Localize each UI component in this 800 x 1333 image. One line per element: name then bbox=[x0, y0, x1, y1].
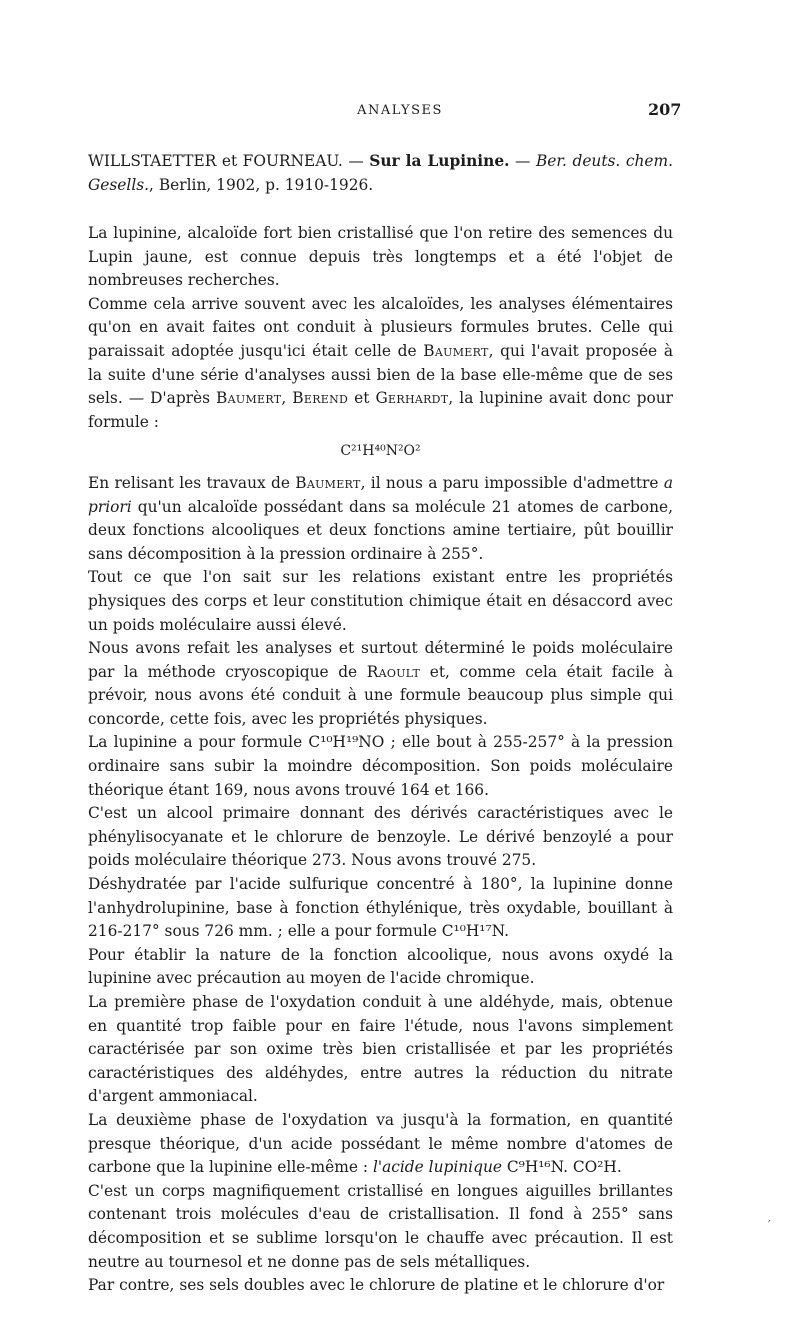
paragraph: Pour établir la nature de la fonction alcoolique, nous avons oxydé la lupinine avec précaution au moyen de l'acide chromique. bbox=[88, 945, 673, 988]
running-header: ANALYSES bbox=[357, 103, 443, 118]
paragraph bbox=[88, 293, 673, 435]
author-name: Baumert bbox=[216, 389, 282, 408]
text-span: qu'un alcaloïde possédant dans sa molécule 21 atomes de carbone, deux fonctions alcooliques et deux fonctions amine tertiaire, pût bouillir sans décomposition à la pression ordinaire à 255°. bbox=[88, 497, 673, 563]
citation-dash: — bbox=[342, 152, 370, 170]
citation-journal: Ber. deuts. chem. Gesells. bbox=[88, 152, 673, 194]
latin-phrase: a priori bbox=[88, 473, 673, 516]
text-span: En relisant les travaux de bbox=[88, 473, 296, 492]
text-span: C⁹H¹⁶N. CO²H. bbox=[501, 1158, 622, 1177]
text-span: Comme cela arrive souvent avec les alcaloïdes, les analyses élémentaires qu'on en avait faites ont conduit à plusieurs formules brutes. Celle qui paraissait adoptée jusqu'ici était celle de bbox=[88, 294, 673, 360]
text-span: , la lupinine avait donc pour formule : bbox=[88, 389, 673, 431]
author-name: Gerhardt bbox=[375, 389, 449, 408]
text-span: , bbox=[281, 389, 293, 408]
paragraph: La lupinine, alcaloïde fort bien cristallisé que l'on retire des semences du Lupin jaune, est connue depuis très longtemps et a été l'objet de nombreuses recherches. bbox=[88, 224, 673, 290]
paragraph bbox=[88, 637, 673, 731]
text-span: et, comme cela était facile à prévoir, nous avons été conduit à une formule beaucoup plus simple qui concorde, cette fois, avec les propriétés physiques. bbox=[88, 662, 673, 728]
compound-name: l'acide lupinique bbox=[372, 1158, 502, 1177]
paragraph: Déshydratée par l'acide sulfurique concentré à 180°, la lupinine donne l'anhydrolupinine, base à fonction éthylénique, très oxydable, bouillant à 216-217° sous 726 mm. ; elle a pour formule C¹⁰H¹⁷N. bbox=[88, 875, 673, 941]
text-span: La deuxième phase de l'oxydation va jusqu'à la formation, en quantité presque théorique, d'un acide possédant le même nombre d'atomes de carbone que la lupinine elle-même : bbox=[88, 1110, 673, 1177]
citation bbox=[88, 150, 673, 197]
citation-details: , Berlin, 1902, p. 1910-1926. bbox=[149, 175, 374, 194]
paragraph: C'est un alcool primaire donnant des dérivés caractéristiques avec le phénylisocyanate et le chlorure de benzoyle. Le dérivé benzoylé a pour poids moléculaire théorique 273. Nous avons trouvé 275. bbox=[88, 804, 673, 870]
paragraph: La lupinine a pour formule C¹⁰H¹⁹NO ; elle bout à 255-257° à la pression ordinaire sans subir la moindre décomposition. Son poids moléculaire théorique étant 169, nous avons trouvé 164 et 166. bbox=[88, 733, 673, 799]
author-name: Berend bbox=[292, 389, 349, 408]
paragraph: Par contre, ses sels doubles avec le chlorure de platine et le chlorure d'or bbox=[88, 1276, 665, 1295]
text-span: Nous avons refait les analyses et surtout déterminé le poids moléculaire par la méthode cryoscopique de bbox=[88, 639, 673, 681]
text-span: , il nous a paru impossible d'admettre bbox=[360, 473, 664, 492]
author-name: Baumert bbox=[295, 473, 361, 492]
citation-authors: WILLSTAETTER et FOURNEAU. bbox=[88, 152, 343, 170]
paragraph: Tout ce que l'on sait sur les relations existant entre les propriétés physiques des corps et leur constitution chimique était en désaccord avec un poids moléculaire aussi élevé. bbox=[88, 568, 673, 634]
paragraph: C'est un corps magnifiquement cristallisé en longues aiguilles brillantes contenant trois molécules d'eau de cristallisation. Il fond à 255° sans décomposition et se sublime lorsqu'on le chauffe avec précaution. Il est neutre au tournesol et ne donne pas de sels métalliques. bbox=[88, 1181, 673, 1271]
margin-mark: ′ bbox=[768, 1218, 771, 1232]
citation-title: Sur la Lupinine. bbox=[369, 152, 510, 170]
citation-dash: — bbox=[509, 152, 536, 170]
author-name: Raoult bbox=[366, 662, 421, 681]
author-name: Baumert bbox=[423, 341, 489, 360]
paragraph: La première phase de l'oxydation conduit à une aldéhyde, mais, obtenue en quantité trop faible pour en faire l'étude, nous l'avons simplement caractérisée par son oxime très bien cristallisée et par les propriétés caractéristiques des aldéhydes, entre autres la réduction du nitrate d'argent ammoniacal. bbox=[88, 993, 673, 1106]
formula: C²¹H⁴⁰N²O² bbox=[340, 443, 421, 460]
paragraph bbox=[88, 472, 673, 566]
text-span: et bbox=[348, 389, 376, 408]
text-span: , qui l'avait proposée à la suite d'une série d'analyses aussi bien de la base elle-même que de ses sels. — D'après bbox=[88, 341, 673, 408]
page-number: 207 bbox=[648, 100, 682, 119]
article-body bbox=[88, 222, 673, 1298]
paragraph bbox=[88, 1109, 673, 1180]
